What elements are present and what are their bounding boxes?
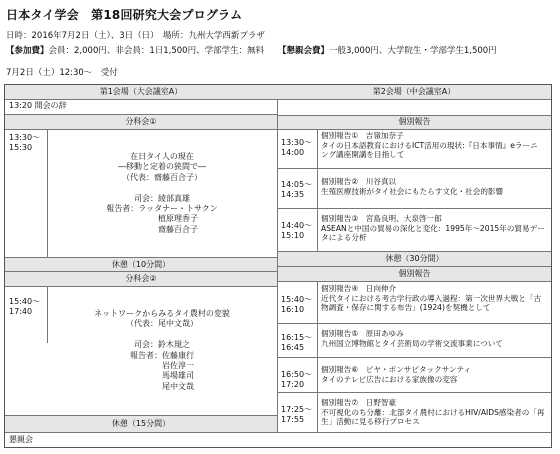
row-line: [277, 115, 551, 116]
session1-header: 分科会①: [5, 115, 277, 129]
page-title: 日本タイ学会 第18回研究大会プログラム: [6, 8, 243, 22]
report5-time: 16:15～ 16:45: [281, 333, 313, 352]
session2-time: 15:40～ 17:40: [9, 297, 41, 316]
report2-text: 個別報告② 川谷真以 生殖医療技術がタイ社会にもたらす文化・社会的影響: [321, 177, 504, 196]
party-fees-text: 一般3,000円、大学院生・学部学生1,500円: [329, 46, 497, 56]
time-col-line: [47, 129, 48, 343]
reception-party: 懇親会: [9, 435, 33, 444]
row-line: [277, 323, 551, 324]
report6-text: 個別報告⑥ ピヤ・ポンサピタックサンティ タイのテレビ広告における家族像の変容: [321, 365, 472, 384]
schedule-table: [4, 84, 552, 448]
room1-header: 第1会場（大会議室A）: [5, 85, 277, 99]
fees-text: 会員：2,000円、非会員：1日1,500円、学部学生：無料: [48, 46, 265, 56]
report1-text: 個別報告① 吉嶺加奈子 タイの日本語教育におけるICT活用の現状:『日本事情』eラーニ ング講座開講を目指して: [321, 131, 538, 160]
report5-text: 個別報告⑤ 原田あゆみ 九州国立博物館とタイ芸術局の学術交流事業について: [321, 329, 503, 348]
report6-time: 16:50～ 17:20: [281, 370, 313, 389]
row-line: [277, 281, 551, 282]
party-fees-line: [278, 44, 497, 56]
session2-content: ネットワークからみるタイ農村の変貌 （代表：尾中文哉） 司会：鈴木規之 報告者：佐藤康行 岩佐淳一 馬場雄司 尾中文哉: [94, 309, 230, 391]
row-line: [5, 286, 277, 287]
room2-header: 第2会場（中会議室A）: [277, 85, 551, 99]
row-line: [277, 208, 551, 209]
fees-line: [6, 44, 264, 56]
date-venue-line: 日時：2016年7月2日（土）、3日（日） 場所：九州大学西新プラザ: [6, 31, 265, 41]
session1-content: 在日タイ人の現在 ―移動と定着の狭間で― （代表：齋藤百合子） 司会：綾部真雄 報告者：ラッタナー・トサクン 植原理香子 齋藤百合子: [106, 152, 218, 234]
fees-label: 【参加費】: [6, 46, 49, 56]
break2: 休憩（15分間）: [5, 416, 277, 432]
report7-time: 17:25～ 17:55: [281, 405, 313, 424]
row-line: [5, 432, 551, 433]
session2-header: 分科会②: [5, 272, 277, 286]
row-line: [277, 357, 551, 358]
break1: 休憩（10分間）: [5, 258, 277, 271]
row-line: [277, 168, 551, 169]
row-line: [5, 129, 277, 130]
report4-time: 15:40～ 16:10: [281, 295, 313, 314]
report2-time: 14:05～ 14:35: [281, 180, 313, 199]
session1-time: 13:30～ 15:30: [9, 133, 41, 152]
report7-text: 個別報告⑦ 日野智豪 不可視化のち分離：北部タイ農村におけるHIV/AIDS感染者の「再 生」活動に見る移行プロセス: [321, 398, 545, 427]
room2-block2-header: 個別報告: [278, 267, 551, 281]
room2-break: 休憩（30分間）: [278, 252, 551, 266]
report3-time: 14:40～ 15:10: [281, 221, 313, 240]
report4-text: 個別報告④ 日向伸介 近代タイにおける考古学行政の導入過程：第一次世界大戦と「古 物調査・保存に関する布告」(1924)を契機として: [321, 284, 542, 313]
room2-block1-header: 個別報告: [278, 115, 551, 129]
time-col-line: [317, 129, 318, 251]
row-line: [277, 392, 551, 393]
report3-text: 個別報告③ 宮島良明、大泉啓一郎 ASEANと中国の貿易の深化と変化：1995年～2015年の貿易デー タによる分析: [321, 214, 545, 243]
party-fees-label: 【懇親会費】: [278, 46, 330, 56]
report1-time: 13:30～ 14:00: [281, 138, 313, 157]
opening-remarks: 13:20 開会の辞: [9, 101, 67, 110]
row-line: [277, 129, 551, 130]
row-line: [5, 99, 551, 100]
reception-line: 7月2日（土）12:30～ 受付: [6, 68, 118, 78]
